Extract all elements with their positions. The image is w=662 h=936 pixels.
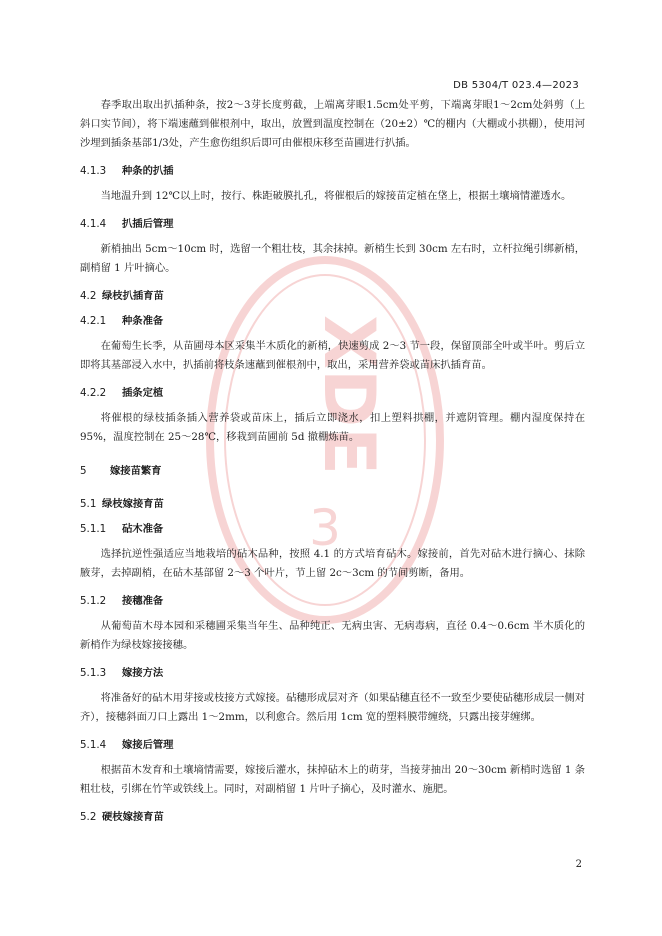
section-number: 5.1.3 [80,667,107,679]
section-heading [80,495,585,514]
section-title: 砧木准备 [122,523,164,535]
section-title: 硬枝嫁接育苗 [102,811,164,823]
section-title: 嫁接方法 [122,667,164,679]
section-heading [80,215,585,234]
section-heading [80,664,585,683]
section-number: 4.2.1 [80,315,107,327]
svg-text:XDE: XDE [308,315,390,475]
section-heading [80,162,585,181]
paragraph: 在葡萄生长季，从苗圃母本区采集半木质化的新梢，快速剪成 2～3 节一段，保留顶部全叶或半叶。剪后立即将其基部浸入水中，扒插前将枝条速蘸到催根剂中，取出，采用营养袋或苗床扒插育苗。 [80,340,585,371]
section-title: 插条定植 [122,387,164,399]
section-number: 5.1.4 [80,739,107,751]
section-number: 4.2.2 [80,387,107,399]
section-heading [80,520,585,539]
paragraph: 春季取出取出扒插种条，按2～3芽长度剪截，上端离芽眼1.5cm处平剪，下端离芽眼1～2cm处斜剪（上斜口实节间），将下端速蘸到催根剂中，取出，放置到温度控制在（20±2）℃的棚内（大棚或小拱棚），使用河沙埋到插条基部1/3处，产生愈伤组织后即可由催根床移至苗圃进行扒插。 [80,99,585,149]
section-title: 嫁接苗繁育 [110,465,162,477]
section-heading [80,736,585,755]
paragraph: 将催根的绿枝插条插入营养袋或苗床上，插后立即浇水，扣上塑料拱棚，并遮阴管理。棚内湿度保持在 95%，温度控制在 25～28℃，移栽到苗圃前 5d 撤棚炼苗。 [80,412,585,443]
section-heading [80,384,585,403]
section-title: 接穗准备 [122,595,164,607]
document-id: DB 5304/T 023.4—2023 [453,80,579,91]
paragraph: 将准备好的砧木用芽接或枝接方式嫁接。砧穗形成层对齐（如果砧穗直径不一致至少要使砧穗形成层一侧对齐），接穗斜面刀口上露出 1～2mm，以利愈合。然后用 1cm 宽的塑料膜带缠绕，只露出接芽缠绑。 [80,692,585,723]
section-number: 5.1.1 [80,523,107,535]
section-number: 4.1.4 [80,218,107,230]
section-heading [80,592,585,611]
section-heading [80,808,585,827]
section-number: 4.2 [80,290,97,302]
section-heading [80,287,585,306]
section-title: 扒插后管理 [122,218,174,230]
section-number: 5.1.2 [80,595,107,607]
paragraph: 当地温升到 12℃以上时，按行、株距破膜扎孔，将催根后的嫁接苗定植在垡上，根据土壤墒情灌透水。 [100,190,572,202]
section-title: 种条准备 [122,315,164,327]
svg-text:3: 3 [309,499,341,557]
paragraph: 选择抗逆性强适应当地栽培的砧木品种，按照 4.1 的方式培育砧木。嫁接前，首先对砧木进行摘心、抹除腋芽，去掉副梢，在砧木基部留 2～3 个叶片，节上留 2c～3cm 的节间剪断，备用。 [80,548,585,579]
section-heading [80,462,585,481]
document-body [80,96,585,833]
section-title: 嫁接后管理 [122,739,174,751]
section-number: 5.1 [80,498,97,510]
paragraph: 根据苗木发育和土壤墒情需要，嫁接后灌水，抹掉砧木上的萌芽，当接芽抽出 20～30cm 新梢时选留 1 条粗壮枝，引绑在竹竿或铁线上。同时，对副梢留 1 片叶子摘心，及时灌水、施肥。 [80,764,585,795]
section-number: 5.2 [80,811,97,823]
section-title: 绿枝扒插育苗 [102,290,164,302]
page-number: 2 [575,859,582,870]
section-heading [80,312,585,331]
paragraph: 从葡萄苗木母本园和采穗圃采集当年生、品种纯正、无病虫害、无病毒病，直径 0.4～0.6cm 半木质化的新梢作为绿枝嫁接接穗。 [80,620,585,651]
section-title: 绿枝嫁接育苗 [102,498,164,510]
paragraph: 新梢抽出 5cm～10cm 时，选留一个粗壮枝，其余抹掉。新梢生长到 30cm 左右时，立杆拉绳引绑新梢，副梢留 1 片叶摘心。 [80,243,585,274]
section-title: 种条的扒插 [122,165,174,177]
section-number: 5 [80,465,87,477]
section-number: 4.1.3 [80,165,107,177]
